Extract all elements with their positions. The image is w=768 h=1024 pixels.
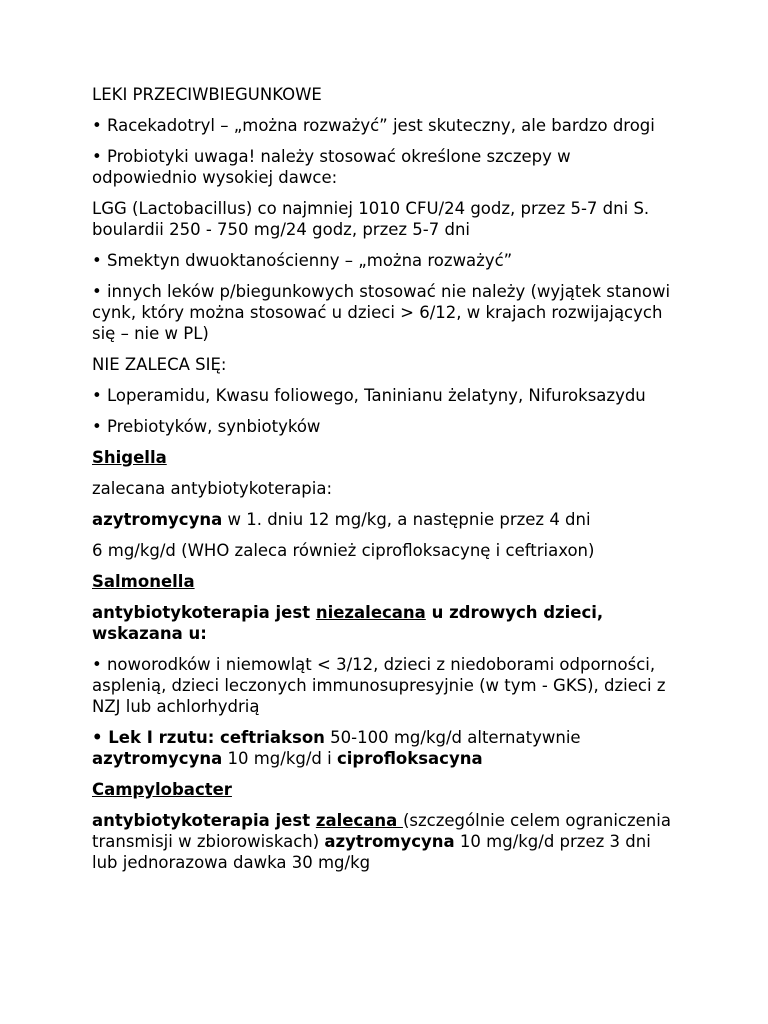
- heading-salmonella: Salmonella: [92, 572, 195, 591]
- section-title: LEKI PRZECIWBIEGUNKOWE: [92, 85, 322, 104]
- paragraph-salmonella-lek: [92, 727, 678, 769]
- campy-dose: 10 mg/kg/d przez 3 dni lub jednorazowa dawka 30 mg/kg: [92, 832, 651, 872]
- paragraph-smektyn: • Smektyn dwuoktanościenny – „można rozważyć”: [92, 251, 513, 270]
- campy-underlined: zalecana: [315, 811, 403, 830]
- paragraph-shigella-3: 6 mg/kg/d (WHO zaleca również ciprofloksacynę i ceftriaxon): [92, 541, 595, 560]
- paragraph-salmonella-bullet: • noworodków i niemowląt < 3/12, dzieci z niedoborami odporności, asplenią, dzieci leczonych immunosupresyjnie (w tym - GKS), dzieci z NZJ lub achlorhydrią: [92, 655, 666, 716]
- paragraph-prebiotyki: • Prebiotyków, synbiotyków: [92, 417, 321, 436]
- paragraph-shigella-1: zalecana antybiotykoterapia:: [92, 479, 332, 498]
- salmonella-underlined: niezalecana: [315, 603, 426, 622]
- lek-label: • Lek I rzutu: ceftriakson: [92, 728, 325, 747]
- campy-text-a: antybiotykoterapia jest: [92, 811, 316, 830]
- salmonella-text-b: u zdrowych dzieci, wskazana u:: [92, 603, 604, 643]
- lek-dose-2: 10 mg/kg/d i: [222, 749, 337, 768]
- paragraph-shigella-2: [92, 509, 678, 530]
- campy-text-b: (szczególnie celem ograniczenia transmisji w zbiorowiskach): [92, 811, 671, 851]
- heading-campylobacter: Campylobacter: [92, 780, 232, 799]
- paragraph-nie-zaleca: NIE ZALECA SIĘ:: [92, 355, 227, 374]
- dose-text: w 1. dniu 12 mg/kg, a następnie przez 4 dni: [222, 510, 591, 529]
- paragraph-racekadotryl: • Racekadotryl – „można rozważyć” jest skuteczny, ale bardzo drogi: [92, 116, 655, 135]
- heading-shigella: Shigella: [92, 448, 167, 467]
- paragraph-salmonella-1: [92, 602, 678, 644]
- drug-name: ciprofloksacyna: [336, 749, 483, 768]
- drug-name: azytromycyna: [92, 749, 223, 768]
- lek-dose: 50-100 mg/kg/d alternatywnie: [324, 728, 581, 747]
- paragraph-inne-leki: • innych leków p/biegunkowych stosować nie należy (wyjątek stanowi cynk, który można stosować u dzieci > 6/12, w krajach rozwijających się – nie w PL): [92, 282, 671, 343]
- paragraph-probiotyki: • Probiotyki uwaga! należy stosować określone szczepy w odpowiednio wysokiej dawce:: [92, 147, 571, 187]
- salmonella-text-a: antybiotykoterapia jest: [92, 603, 316, 622]
- drug-name: azytromycyna: [92, 510, 223, 529]
- paragraph-campylobacter: [92, 810, 678, 873]
- paragraph-lgg: LGG (Lactobacillus) co najmniej 1010 CFU/24 godz, przez 5-7 dni S. boulardii 250 - 750 mg/24 godz, przez 5-7 dni: [92, 199, 650, 239]
- drug-name: azytromycyna: [324, 832, 455, 851]
- paragraph-loperamid: • Loperamidu, Kwasu foliowego, Taninianu żelatyny, Nifuroksazydu: [92, 386, 646, 405]
